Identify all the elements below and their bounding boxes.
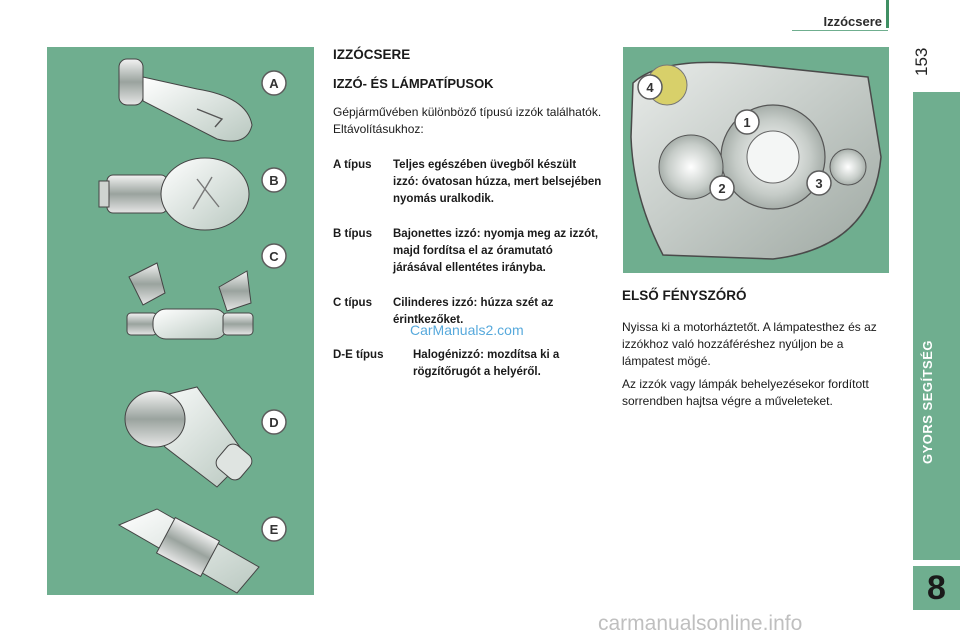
bulb-label-a-text: A <box>269 76 279 91</box>
bulb-type-label: A típus <box>333 159 372 171</box>
bulb-label-e <box>262 517 286 541</box>
headlamp-illustration <box>623 47 889 273</box>
headlamp-paragraph-1: Nyissa ki a motorháztetőt. A lámpatesthez és az izzókhoz való hozzáféréshez nyúljon be a lámpatest mögé. <box>622 320 877 368</box>
section-subtitle: IZZÓ- ÉS LÁMPATÍPUSOK <box>333 76 494 91</box>
bulb-type-label: B típus <box>333 228 372 240</box>
headlamp-section <box>622 288 892 416</box>
headlamp-paragraph-2: Az izzók vagy lámpák behelyezésekor fordított sorrendben hajtsa végre a műveleteket. <box>622 377 869 408</box>
callout-2 <box>710 176 734 200</box>
footer-watermark: carmanualsonline.info <box>598 612 803 635</box>
bulb-label-d-text: D <box>269 415 279 430</box>
headlamp-title: ELSŐ FÉNYSZÓRÓ <box>622 288 747 303</box>
header-accent-bar <box>886 0 889 28</box>
callout-3-text: 3 <box>815 176 823 191</box>
chapter-number: 8 <box>913 566 960 610</box>
bulb-type-description: Cilinderes izzó: húzza szét az érintkezőket. <box>393 297 554 326</box>
bulb-type-row-a <box>333 157 603 208</box>
callout-4 <box>638 75 662 99</box>
callout-3 <box>807 171 831 195</box>
page-number: 153 <box>912 47 931 76</box>
bulb-types-section <box>333 47 603 399</box>
bulb-type-description: Halogénizzó: mozdítsa ki a rögzítőrugót a helyéről. <box>413 349 560 378</box>
bulb-type-label: C típus <box>333 297 372 309</box>
bulb-type-description: Teljes egészében üvegből készült izzó: óvatosan húzza, mert belsejében nyomás uralkodik. <box>393 159 602 205</box>
bulb-label-e-text: E <box>269 522 279 537</box>
bulb-label-d <box>262 410 286 434</box>
header-rule <box>792 30 888 31</box>
main-beam-lens <box>747 131 799 183</box>
intro-text: Gépjárművében különböző típusú izzók találhatók. Eltávolításukhoz: <box>333 105 602 136</box>
bulb-label-c-text: C <box>269 249 279 264</box>
callout-2-text: 2 <box>718 181 726 196</box>
callout-1 <box>735 110 759 134</box>
callout-1-text: 1 <box>743 115 751 130</box>
side-lamp-reflector <box>830 149 866 185</box>
bulb-types-illustration <box>47 47 314 595</box>
section-title: Izzócsere <box>823 14 882 29</box>
bulb-label-c <box>262 244 286 268</box>
watermark-text: CarManuals2.com <box>410 322 524 338</box>
bulb-d-image <box>125 387 255 487</box>
bulb-label-b-text: B <box>269 173 279 188</box>
bulb-type-description: Bajonettes izzó: nyomja meg az izzót, majd fordítsa el az óramutató járásával ellentétes irányba. <box>393 228 599 274</box>
bulb-type-row-b <box>333 226 603 277</box>
chapter-divider <box>913 560 960 563</box>
bulb-type-row-de <box>333 347 603 381</box>
bulb-c-image <box>127 263 253 339</box>
bulb-type-label: D-E típus <box>333 349 384 361</box>
bulb-e-image <box>119 509 259 593</box>
callout-4-text: 4 <box>646 80 654 95</box>
bulb-label-b <box>262 168 286 192</box>
chapter-label: GYORS SEGÍTSÉG <box>920 339 935 465</box>
bulb-label-a <box>262 71 286 95</box>
bulb-b-image <box>99 158 249 230</box>
page-title: IZZÓCSERE <box>333 47 411 62</box>
bulb-a-image <box>119 59 252 141</box>
